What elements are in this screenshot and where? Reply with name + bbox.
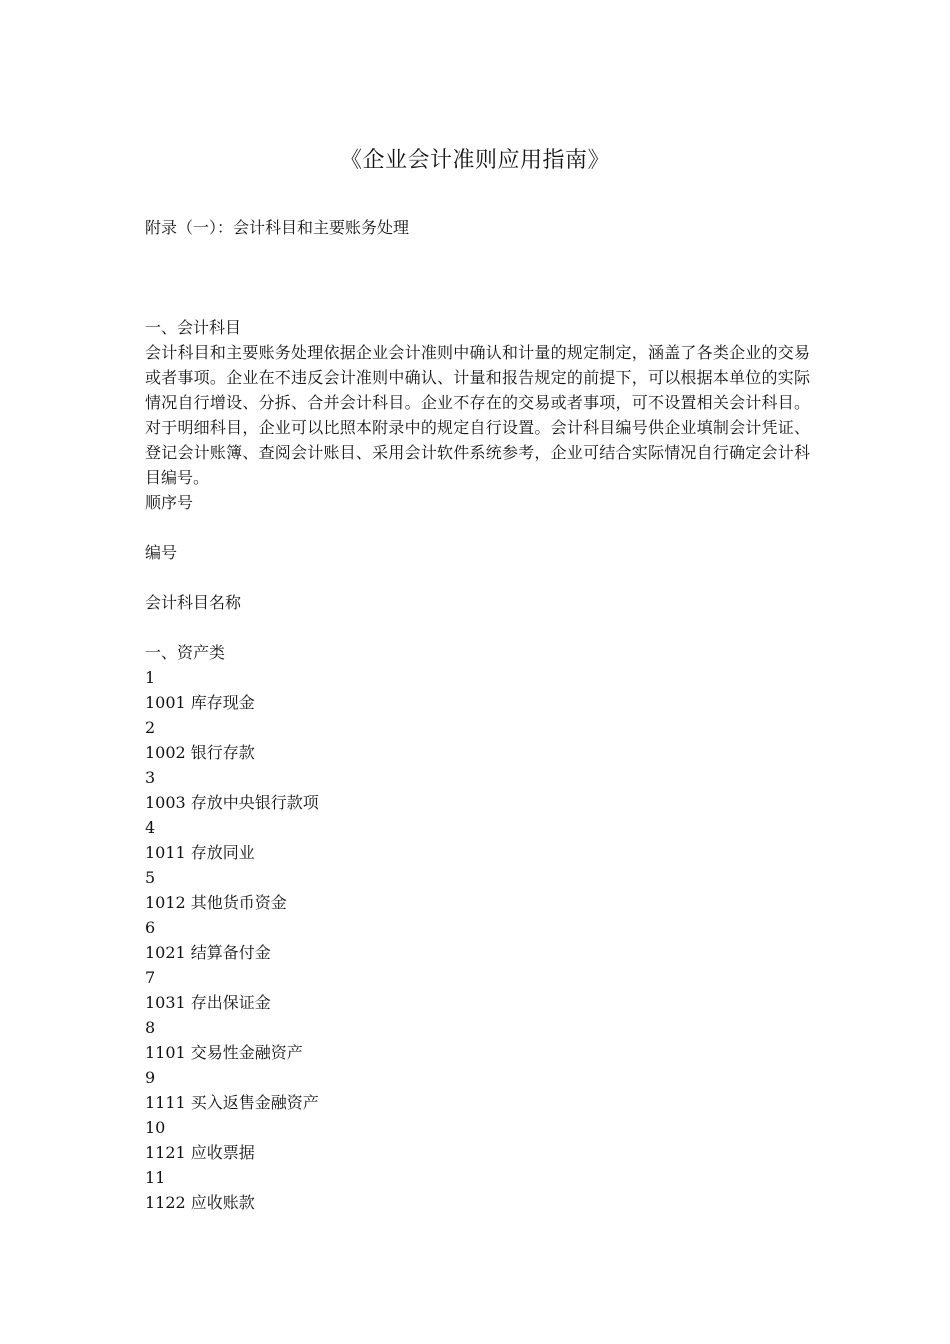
- entry-account: 1011 存放同业: [145, 843, 255, 862]
- spacer: [145, 565, 810, 590]
- entry-account: 1122 应收账款: [145, 1193, 255, 1212]
- entry-account: 1001 库存现金: [145, 693, 255, 712]
- list-item: [145, 1165, 810, 1215]
- entry-account: 1003 存放中央银行款项: [145, 793, 319, 812]
- header-seq-label: 顺序号: [145, 493, 194, 512]
- list-item: [145, 1115, 810, 1165]
- document-title: 《企业会计准则应用指南》: [339, 148, 610, 173]
- list-item: [145, 715, 810, 765]
- header-name-label: 会计科目名称: [145, 593, 242, 612]
- list-item: [145, 1065, 810, 1115]
- intro-paragraph: 会计科目和主要账务处理依据企业会计准则中确认和计量的规定制定，涵盖了各类企业的交易或者事项。企业在不违反会计准则中确认、计量和报告规定的前提下，可以根据本单位的实际情况自行增设、分拆、合并会计科目。企业不存在的交易或者事项，可不设置相关会计科目。对于明细科目，企业可以比照本附录中的规定自行设置。会计科目编号供企业填制会计凭证、登记会计账簿、查阅会计账目、采用会计软件系统参考，企业可结合实际情况自行确定会计科目编号。: [145, 343, 810, 487]
- entry-seq: 9: [145, 1068, 156, 1087]
- spacer: [145, 615, 810, 640]
- list-item: [145, 865, 810, 915]
- entry-account: 1121 应收票据: [145, 1143, 255, 1162]
- entry-account: 1012 其他货币资金: [145, 893, 287, 912]
- entry-seq: 2: [145, 718, 156, 737]
- list-item: [145, 765, 810, 815]
- entry-seq: 3: [145, 768, 156, 787]
- list-item: [145, 815, 810, 865]
- entry-account: 1111 买入返售金融资产: [145, 1093, 319, 1112]
- list-item: [145, 665, 810, 715]
- header-code-label: 编号: [145, 543, 178, 562]
- entry-account: 1021 结算备付金: [145, 943, 271, 962]
- list-item: [145, 965, 810, 1015]
- entry-seq: 1: [145, 668, 156, 687]
- entry-account: 1031 存出保证金: [145, 993, 271, 1012]
- list-item: [145, 1015, 810, 1065]
- section-heading: 一、会计科目: [145, 318, 242, 337]
- spacer: [145, 515, 810, 540]
- document-body: [145, 315, 810, 1215]
- appendix-heading: 附录（一）：会计科目和主要账务处理: [145, 218, 410, 237]
- account-list: [145, 665, 810, 1215]
- list-item: [145, 915, 810, 965]
- entry-seq: 8: [145, 1018, 156, 1037]
- entry-seq: 10: [145, 1118, 166, 1137]
- entry-account: 1101 交易性金融资产: [145, 1043, 303, 1062]
- entry-seq: 5: [145, 868, 156, 887]
- entry-seq: 7: [145, 968, 156, 987]
- entry-seq: 6: [145, 918, 156, 937]
- category-heading: 一、资产类: [145, 643, 226, 662]
- entry-account: 1002 银行存款: [145, 743, 255, 762]
- entry-seq: 4: [145, 818, 156, 837]
- entry-seq: 11: [145, 1168, 166, 1187]
